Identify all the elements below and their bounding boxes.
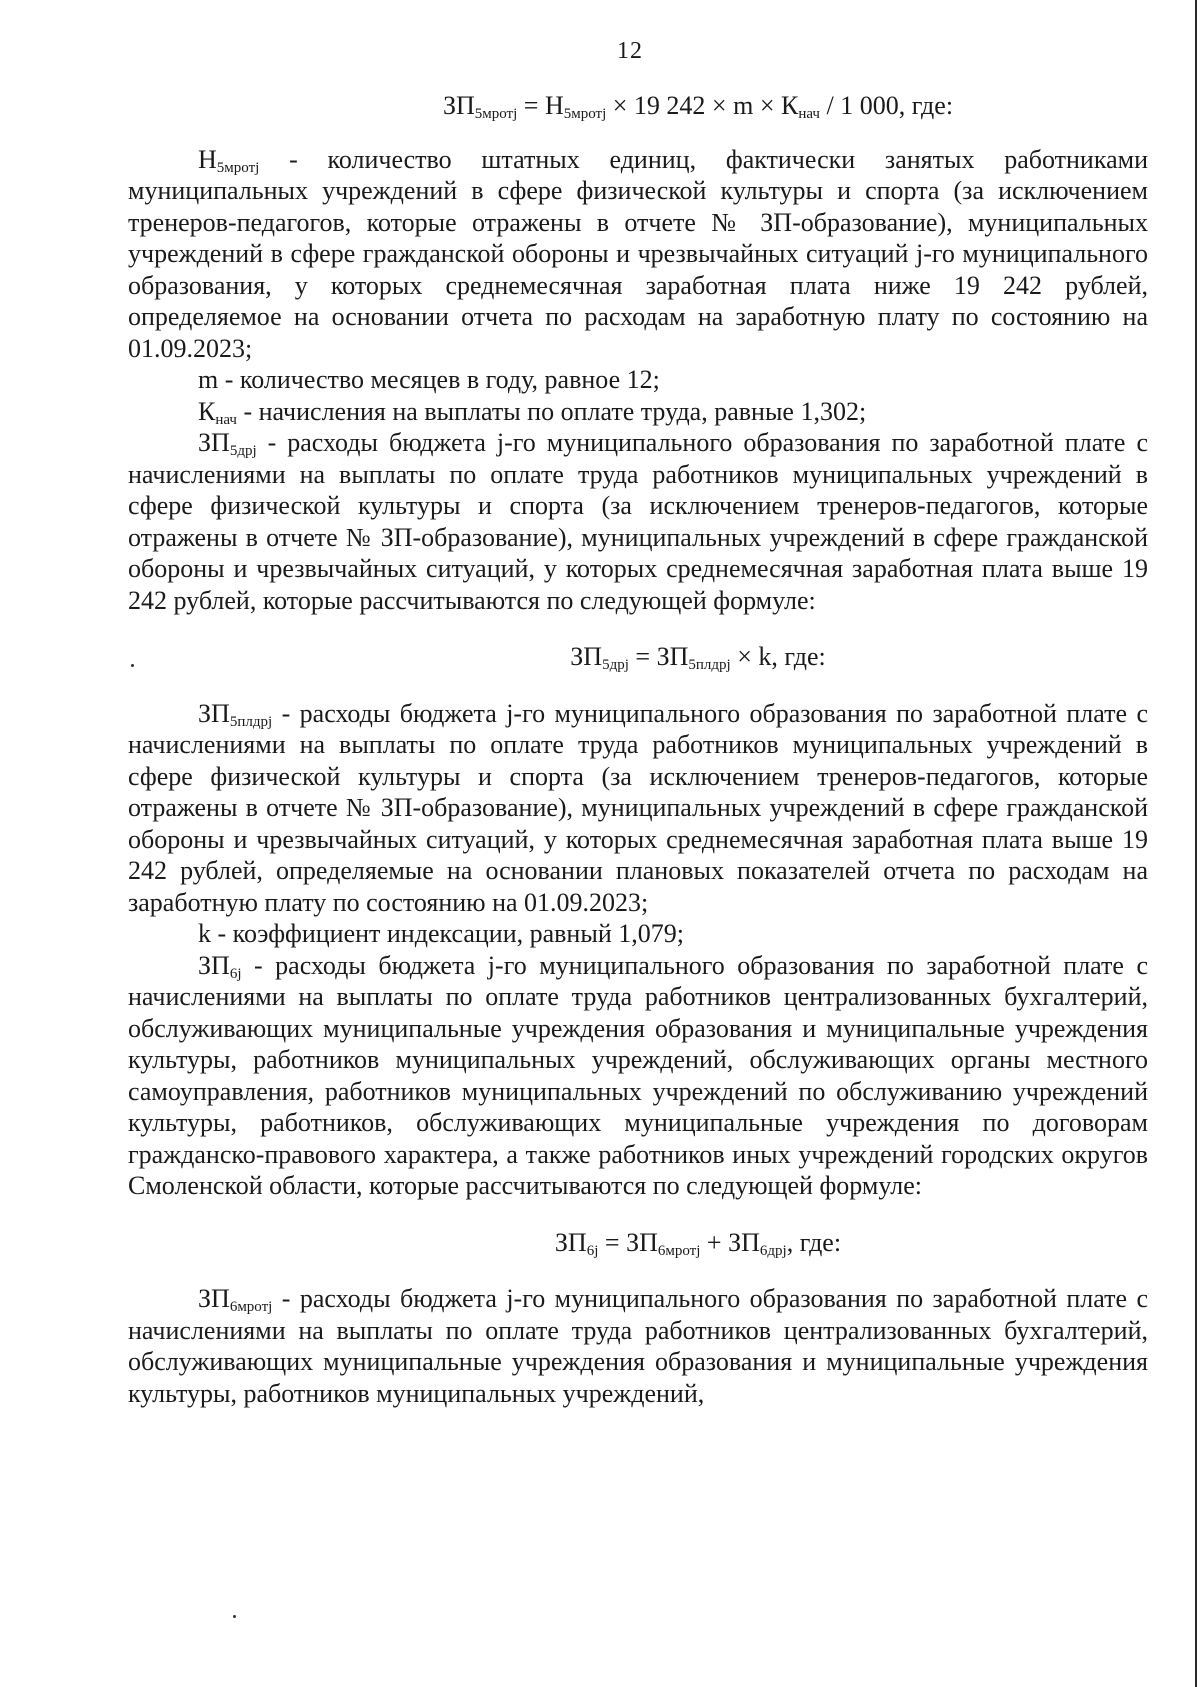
formula-subscript: 5мротj [474, 106, 518, 122]
definition-h5mrotj [128, 144, 1148, 365]
definition-k: k - коэффициент индексации, равный 1,079; [198, 919, 684, 948]
definition-zp5pldrj [128, 698, 1148, 919]
formula-zp5mrotj [128, 90, 1148, 122]
definition-m: m - количество месяцев в году, равное 12; [198, 365, 660, 394]
definition-symbol: ЗП [198, 428, 230, 457]
formula-operator: = [628, 642, 657, 671]
page-number: 12 [617, 38, 643, 64]
page-edge-line [1195, 0, 1197, 1687]
definition-text: - расходы бюджета j-го муниципального образования по заработной плате с начислениями на выплаты по оплате труда работников муниципальных учреждений в сфере физической культуры и спорта (за исключением тренеров-педагогов, которые отражены в отчете № ЗП-образование), муниципальных учреждений в сфере гражданской обороны и чрезвычайных ситуаций, у которых среднемесячная заработная плата выше 19 242 рублей, которые рассчитываются по следующей формуле: [128, 428, 1148, 615]
definition-symbol: К [198, 396, 216, 426]
definition-text: - расходы бюджета j-го муниципального образования по заработной плате с начислениями на выплаты по оплате труда работников централизованных бухгалтерий, обслуживающих муниципальные учреждения образования и муниципальные учреждения культуры, работников муниципальных учреждений, [128, 1284, 1148, 1408]
formula-text: , где: [786, 1227, 842, 1257]
formula-subscript: 6дрj [759, 1242, 787, 1259]
formula-symbol: ЗП [728, 1227, 760, 1257]
definition-text: - расходы бюджета j-го муниципального образования по заработной плате с начислениями на выплаты по оплате труда работников централизованных бухгалтерий, обслуживающих муниципальные учреждения образования и муниципальные учреждения культуры, работников муниципальных учреждений, обслуживающих органы местного самоуправления, работников муниципальных учреждений по обслуживанию учреждений культуры, работников, обслуживающих муниципальные учреждения по договорам гражданско-правового характера, а также работников иных учреждений городских округов Смоленской области, которые рассчитываются по следующей формуле: [128, 950, 1148, 1200]
formula-zp6j [128, 1227, 1148, 1259]
formula-subscript: 5дрj [602, 657, 629, 673]
formula-subscript: 5плдрj [688, 657, 731, 673]
formula-operator: = [598, 1227, 627, 1257]
formula-operator: = [517, 91, 545, 120]
formula-subscript: 6мротj [657, 1242, 701, 1259]
formula-symbol: ЗП [570, 642, 603, 671]
formula-symbol: ЗП [554, 1227, 587, 1257]
formula-symbol: ЗП [626, 1227, 658, 1257]
scan-speck [131, 664, 134, 667]
formula-subscript: 5мротj [563, 106, 607, 122]
formula-symbol: Н [544, 91, 564, 120]
formula-text: / 1 000, где: [819, 91, 954, 120]
formula-operator: + [700, 1227, 729, 1257]
definition-symbol: Н [198, 144, 217, 174]
definition-subscript: 5мротj [216, 159, 260, 176]
definition-subscript: 6мротj [229, 1299, 273, 1315]
definition-subscript: 6j [229, 965, 242, 982]
definition-zp6j [128, 950, 1148, 1202]
definition-zp5drj [128, 427, 1148, 616]
definition-symbol: ЗП [198, 1284, 230, 1313]
definition-text: - начисления на выплаты по оплате труда, равные 1,302; [236, 396, 867, 426]
formula-symbol: ЗП [442, 91, 475, 120]
document-body [128, 90, 1148, 1409]
definition-knach [128, 396, 1148, 428]
formula-text: × k, где: [730, 642, 826, 671]
formula-subscript: 6j [586, 1242, 599, 1259]
formula-symbol: ЗП [656, 642, 689, 671]
formula-zp5drj [128, 641, 1148, 673]
definition-symbol: ЗП [198, 698, 230, 728]
definition-subscript: нач [215, 411, 237, 428]
definition-subscript: 5дрj [229, 443, 257, 459]
definition-subscript: 5плдрj [229, 713, 273, 730]
formula-text: × 19 242 × m × [606, 91, 781, 120]
definition-text: - количество штатных единиц, фактически занятых работниками муниципальных учреждений в сфере физической культуры и спорта (за исключением тренеров-педагогов, которые отражены в отчете № ЗП-образование), муниципальных учреждений в сфере гражданской обороны и чрезвычайных ситуаций j-го муниципального образования, у которых среднемесячная заработная плата ниже 19 242 рублей, определяемое на основании отчета по расходам на заработную плату по состоянию на 01.09.2023; [128, 144, 1148, 363]
formula-symbol: К [780, 91, 799, 120]
definition-text: - расходы бюджета j-го муниципального образования по заработной плате с начислениями на выплаты по оплате труда работников муниципальных учреждений в сфере физической культуры и спорта (за исключением тренеров-педагогов, которые отражены в отчете № ЗП-образование), муниципальных учреждений в сфере гражданской обороны и чрезвычайных ситуаций, у которых среднемесячная заработная плата выше 19 242 рублей, определяемые на основании плановых показателей отчета по расходам на заработную плату по состоянию на 01.09.2023; [128, 698, 1148, 917]
scan-speck [233, 1615, 236, 1618]
formula-subscript: нач [798, 106, 820, 122]
definition-symbol: ЗП [198, 950, 230, 980]
definition-zp6mrotj [128, 1283, 1148, 1409]
